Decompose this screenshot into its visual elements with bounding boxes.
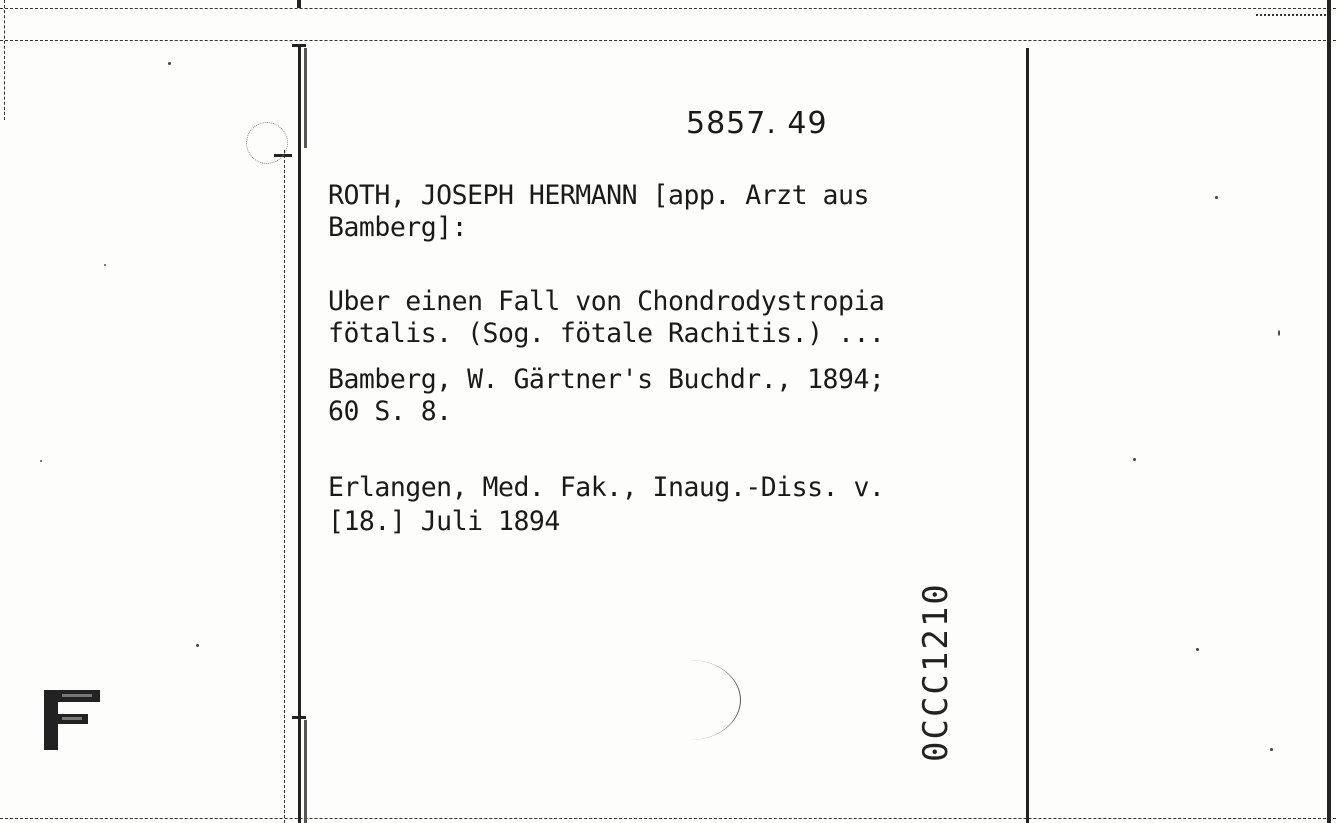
card-left-thin-edge	[284, 150, 286, 823]
note-line: [18.] Juli 1894	[328, 506, 560, 537]
title-line: Uber einen Fall von Chondrodystropia	[328, 286, 885, 317]
vertical-stamp-number: 0CCC1210	[916, 582, 956, 762]
speck	[168, 62, 171, 65]
call-number: 5857. 49	[686, 106, 828, 141]
note-line: Erlangen, Med. Fak., Inaug.-Diss. v.	[328, 472, 885, 503]
left-scan-edge	[4, 0, 5, 120]
edge-shadow	[304, 48, 307, 148]
speck	[40, 460, 42, 462]
corner-tick	[297, 0, 301, 8]
faint-arc	[640, 660, 741, 740]
top-scan-edge	[0, 8, 1336, 9]
edge-shadow	[304, 720, 307, 823]
author-line: Bamberg]:	[328, 212, 468, 243]
card-top-edge	[0, 40, 1336, 41]
card-right-border	[1026, 48, 1029, 823]
speck	[1278, 330, 1280, 336]
speck	[1270, 748, 1273, 751]
imprint-line: 60 S. 8.	[328, 396, 452, 427]
corner-tick	[292, 44, 306, 47]
imprint-line: Bamberg, W. Gärtner's Buchdr., 1894;	[328, 364, 885, 395]
speck	[104, 264, 106, 266]
bottom-scan-edge	[0, 818, 1336, 819]
faint-smudge	[246, 122, 288, 164]
card-left-border	[298, 44, 301, 823]
speck	[196, 644, 199, 647]
author-line: ROTH, JOSEPH HERMANN [app. Arzt aus	[328, 180, 869, 211]
speck	[1133, 458, 1136, 461]
corner-tick	[292, 716, 306, 719]
frame-right-border	[1327, 0, 1331, 823]
top-right-dotted-edge	[1256, 14, 1326, 16]
speck	[1196, 648, 1199, 651]
speck	[1215, 196, 1218, 199]
f-registration-mark	[40, 688, 102, 752]
title-line: fötalis. (Sog. fötale Rachitis.) ...	[328, 318, 885, 349]
